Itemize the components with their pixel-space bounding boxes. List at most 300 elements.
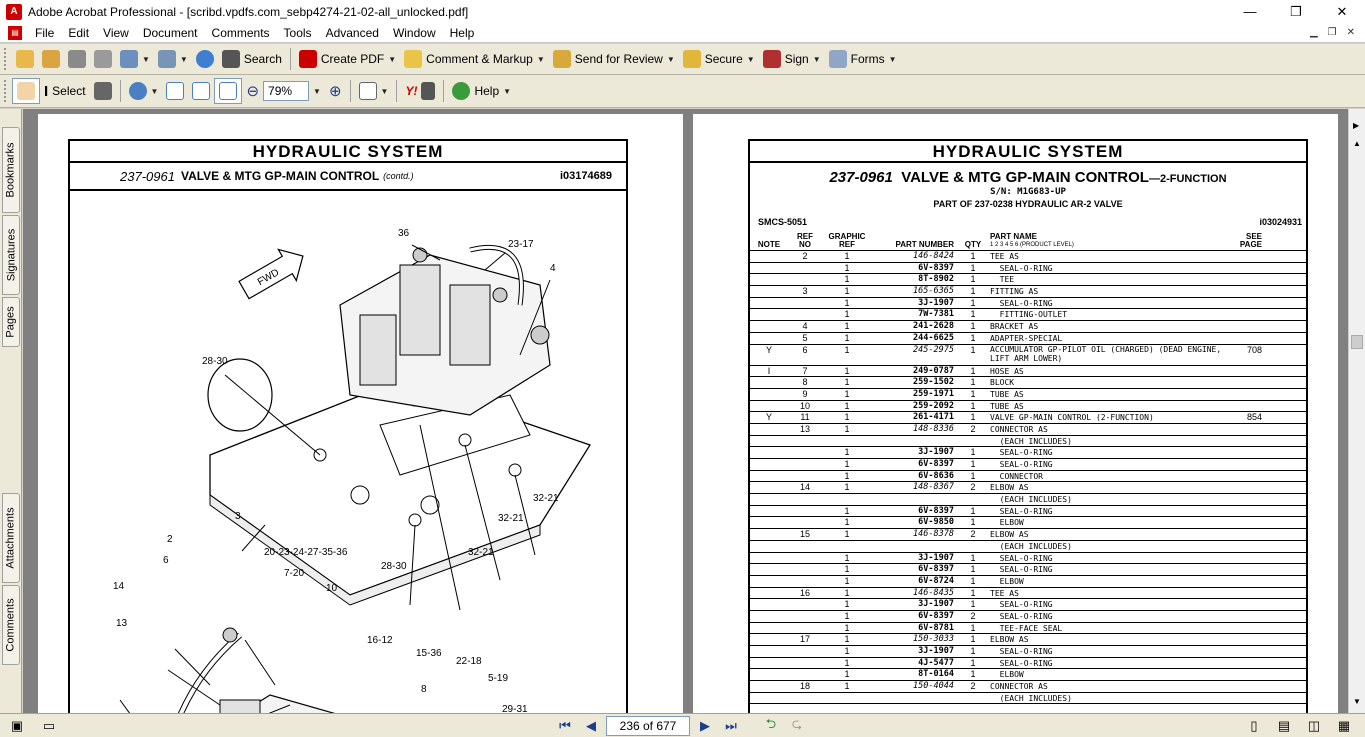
callout-label: 14 bbox=[113, 581, 125, 592]
menu-document[interactable]: Document bbox=[142, 25, 198, 40]
open-button[interactable] bbox=[12, 46, 38, 72]
graphic-ref-cell: 1 bbox=[844, 321, 850, 332]
toolbar-grip[interactable] bbox=[4, 80, 8, 102]
see-page-cell bbox=[1226, 482, 1270, 493]
page-layout-buttons bbox=[1243, 717, 1365, 735]
tab-signatures-label: Signatures bbox=[5, 228, 17, 282]
qty-cell bbox=[960, 541, 986, 552]
part-name-cell: ELBOW AS bbox=[990, 635, 1029, 645]
hand-icon bbox=[17, 82, 35, 100]
table-row bbox=[750, 333, 1306, 345]
rotate-button[interactable] bbox=[355, 78, 393, 104]
last-page-icon[interactable]: ⏭ bbox=[725, 717, 737, 733]
graphic-ref-cell: 1 bbox=[844, 262, 850, 273]
see-page-cell bbox=[1226, 588, 1270, 599]
note-cell bbox=[750, 309, 788, 320]
tab-attachments[interactable] bbox=[2, 493, 20, 583]
tab-comments[interactable] bbox=[2, 585, 20, 665]
table-row bbox=[750, 321, 1306, 333]
part-name-cell: SEAL-O-RING bbox=[990, 611, 1053, 621]
callout-label: 6 bbox=[163, 555, 169, 566]
ref-cell bbox=[788, 541, 822, 552]
fit-width-icon bbox=[219, 82, 237, 100]
callout-label: 29-31 bbox=[502, 704, 528, 713]
table-row bbox=[750, 588, 1306, 600]
function-label: —2-FUNCTION bbox=[1148, 173, 1227, 185]
graphic-ref-cell bbox=[822, 436, 872, 447]
dropdown-arrow-icon: ▼ bbox=[666, 54, 675, 64]
qty-cell: 1 bbox=[970, 587, 976, 598]
note-cell bbox=[750, 634, 788, 645]
graphic-ref-cell: 1 bbox=[844, 587, 850, 598]
ref-cell: 13 bbox=[799, 423, 810, 434]
help-button[interactable] bbox=[448, 78, 515, 104]
fwd-arrow-icon bbox=[235, 240, 312, 305]
ref-cell bbox=[788, 576, 822, 587]
snapshot-button[interactable] bbox=[90, 78, 116, 104]
tab-pages[interactable] bbox=[2, 297, 20, 347]
tab-attachments-label: Attachments bbox=[5, 507, 18, 569]
previous-page-icon[interactable]: ◀ bbox=[586, 717, 596, 733]
part-number-cell: 148-8336 bbox=[913, 423, 954, 434]
callout-label: 32-21 bbox=[468, 547, 494, 558]
note-cell bbox=[750, 459, 788, 470]
qty-cell: 1 bbox=[970, 365, 976, 376]
part-number-cell: 259-1971 bbox=[913, 388, 954, 399]
help-icon bbox=[452, 82, 470, 100]
right-page-title bbox=[750, 169, 1306, 186]
organizer-button[interactable] bbox=[38, 46, 64, 72]
doc-close-icon[interactable]: ✕ bbox=[1346, 27, 1355, 38]
qty-cell: 1 bbox=[970, 309, 976, 320]
zoom-in-tool-button[interactable] bbox=[125, 78, 163, 104]
pdf-page-left bbox=[38, 114, 683, 713]
see-page-cell bbox=[1226, 377, 1270, 388]
browser-button[interactable] bbox=[192, 46, 218, 72]
paperclip-icon bbox=[158, 50, 176, 68]
note-cell bbox=[750, 321, 788, 332]
page-size-icon[interactable]: ▭ bbox=[42, 717, 56, 733]
note-cell: I bbox=[767, 365, 771, 376]
continuous-facing-icon[interactable]: ▦ bbox=[1337, 717, 1351, 733]
ref-cell bbox=[788, 298, 822, 309]
part-name-cell: TEE AS bbox=[990, 588, 1019, 598]
part-number-cell bbox=[872, 494, 960, 505]
see-page-cell bbox=[1226, 646, 1270, 657]
send-review-button[interactable] bbox=[549, 46, 679, 72]
ref-cell: 11 bbox=[800, 412, 810, 423]
zoom-out-button[interactable] bbox=[242, 78, 263, 104]
dropdown-arrow-icon: ▼ bbox=[812, 54, 821, 64]
parts-table-header bbox=[750, 231, 1306, 251]
graphic-ref-cell: 1 bbox=[844, 459, 850, 469]
table-row bbox=[750, 681, 1306, 693]
menu-view[interactable]: View bbox=[103, 25, 129, 40]
part-name-cell: (EACH INCLUDES) bbox=[990, 693, 1072, 703]
restore-button[interactable]: ❐ bbox=[1290, 3, 1302, 19]
fit-page-button[interactable] bbox=[188, 78, 214, 104]
table-row bbox=[750, 401, 1306, 413]
callout-label: 10 bbox=[326, 583, 338, 594]
see-page-cell bbox=[1226, 693, 1270, 704]
print-button[interactable] bbox=[90, 46, 116, 72]
magnifier-icon bbox=[129, 82, 147, 100]
attach-button[interactable] bbox=[154, 46, 192, 72]
next-page-icon[interactable]: ▶ bbox=[700, 717, 710, 733]
part-number-cell: 259-2092 bbox=[913, 400, 954, 411]
see-page-cell bbox=[1226, 611, 1270, 622]
document-icon[interactable]: ▤ bbox=[8, 26, 22, 40]
sign-label: Sign bbox=[784, 52, 809, 66]
see-page-cell bbox=[1226, 389, 1270, 400]
ref-cell bbox=[788, 274, 822, 285]
previous-view-icon[interactable]: ⮌ bbox=[765, 715, 777, 731]
part-number-cell: 3J-1907 bbox=[918, 646, 954, 656]
table-row bbox=[750, 576, 1306, 588]
zoom-dropdown[interactable] bbox=[309, 78, 325, 104]
facing-icon[interactable]: ◫ bbox=[1307, 717, 1321, 733]
select-tool-button[interactable] bbox=[40, 78, 90, 104]
note-cell: Y bbox=[765, 344, 772, 355]
part-number-cell: 150-3033 bbox=[913, 634, 954, 645]
part-name-cell: SEAL-O-RING bbox=[990, 658, 1053, 668]
qty-cell: 1 bbox=[970, 470, 976, 481]
part-name-cell: SEAL-O-RING bbox=[990, 263, 1053, 273]
forms-label: Forms bbox=[850, 52, 885, 66]
part-number-cell bbox=[872, 541, 960, 552]
ref-cell: 2 bbox=[802, 251, 808, 261]
scroll-up-icon[interactable]: ▲ bbox=[1353, 139, 1361, 148]
see-page-cell bbox=[1226, 506, 1270, 517]
part-name-cell: SEAL-O-RING bbox=[990, 506, 1053, 516]
comment-markup-button[interactable] bbox=[400, 46, 549, 72]
qty-cell: 2 bbox=[970, 610, 976, 621]
table-row bbox=[750, 553, 1306, 565]
part-number-cell bbox=[872, 693, 960, 704]
toolbar-grip[interactable] bbox=[4, 48, 8, 70]
first-page-icon[interactable]: ⏮ bbox=[559, 717, 571, 733]
see-page-cell bbox=[1226, 494, 1270, 505]
qty-cell bbox=[960, 494, 986, 505]
ref-cell bbox=[788, 263, 822, 274]
select-label: Select bbox=[52, 84, 86, 98]
callout-label: 13 bbox=[116, 618, 128, 629]
part-number-cell bbox=[872, 436, 960, 447]
scroll-down-icon[interactable]: ▼ bbox=[1353, 697, 1361, 706]
graphic-ref-cell: 1 bbox=[844, 634, 850, 645]
part-name-cell: TUBE AS bbox=[990, 389, 1024, 399]
sign-button[interactable] bbox=[759, 46, 825, 72]
part-name-cell: ELBOW AS bbox=[990, 530, 1029, 540]
menu-advanced[interactable]: Advanced bbox=[325, 25, 379, 40]
vertical-scrollbar[interactable] bbox=[1348, 109, 1365, 713]
text-cursor-icon: I bbox=[44, 82, 49, 100]
single-page-icon[interactable]: ▯ bbox=[1250, 717, 1258, 733]
table-row bbox=[750, 447, 1306, 459]
tab-signatures[interactable] bbox=[2, 215, 20, 295]
ref-cell: 3 bbox=[802, 286, 808, 297]
part-name-cell: ELBOW bbox=[990, 670, 1024, 680]
graphic-ref-cell: 1 bbox=[844, 564, 850, 575]
note-cell: Y bbox=[765, 412, 772, 423]
graphic-ref-cell: 1 bbox=[844, 274, 850, 285]
ref-cell bbox=[788, 611, 822, 622]
nav-pane-toggle-icon[interactable]: ▣ bbox=[10, 717, 24, 733]
col-see-page: SEE PAGE bbox=[1239, 232, 1262, 249]
qty-cell: 1 bbox=[970, 459, 976, 469]
qty-cell: 1 bbox=[970, 622, 976, 633]
note-cell bbox=[750, 333, 788, 344]
right-page-frame bbox=[748, 139, 1308, 713]
qty-cell: 1 bbox=[970, 634, 976, 645]
menu-file[interactable]: File bbox=[35, 25, 55, 40]
product-level-label: 1 2 3 4 5 6 (PRODUCT LEVEL) bbox=[990, 242, 1074, 248]
callout-label: 32-21 bbox=[533, 493, 559, 504]
document-view[interactable] bbox=[23, 109, 1348, 713]
qty-cell: 2 bbox=[970, 423, 976, 434]
note-cell bbox=[750, 529, 788, 540]
doc-restore-icon[interactable]: ❐ bbox=[1327, 27, 1337, 38]
qty-cell: 1 bbox=[970, 332, 976, 343]
email-button[interactable] bbox=[116, 46, 154, 72]
callout-label: 5-19 bbox=[488, 673, 509, 684]
menu-window[interactable]: Window bbox=[392, 25, 436, 40]
part-name-cell: SEAL-O-RING bbox=[990, 600, 1053, 610]
part-name-cell: SEAL-O-RING bbox=[990, 298, 1053, 308]
part-name-cell: ELBOW AS bbox=[990, 483, 1029, 493]
see-page-cell bbox=[1226, 459, 1270, 470]
callout-label: 16-12 bbox=[367, 635, 393, 646]
dropdown-arrow-icon: ▼ bbox=[150, 86, 159, 96]
callout-label: 22-18 bbox=[456, 656, 482, 667]
menu-tools[interactable]: Tools bbox=[283, 25, 312, 40]
table-row bbox=[750, 436, 1306, 448]
qty-cell: 2 bbox=[970, 681, 976, 692]
secure-button[interactable] bbox=[679, 46, 759, 72]
hand-tool-button[interactable] bbox=[12, 78, 40, 104]
tab-bookmarks[interactable] bbox=[2, 127, 20, 213]
part-number-cell: 8T-8902 bbox=[918, 274, 954, 285]
part-name-cell: TEE AS bbox=[990, 252, 1019, 261]
part-name-cell: ADAPTER-SPECIAL bbox=[990, 333, 1063, 343]
graphic-ref-cell bbox=[822, 693, 872, 704]
see-page-cell bbox=[1226, 436, 1270, 447]
part-name-cell: TEE bbox=[990, 275, 1015, 285]
part-number-cell: 245-2975 bbox=[913, 344, 954, 355]
ref-cell bbox=[788, 471, 822, 482]
toolbar-separator bbox=[120, 80, 121, 102]
part-number-cell: 259-1502 bbox=[913, 377, 954, 388]
part-name-cell: (EACH INCLUDES) bbox=[990, 495, 1072, 505]
table-row bbox=[750, 506, 1306, 518]
table-row bbox=[750, 541, 1306, 553]
part-name-cell: (EACH INCLUDES) bbox=[990, 436, 1072, 446]
col-part-number: PART NUMBER bbox=[895, 240, 954, 249]
part-name-cell: (EACH INCLUDES) bbox=[990, 541, 1072, 551]
qty-cell: 1 bbox=[970, 517, 976, 528]
note-cell bbox=[750, 471, 788, 482]
dropdown-arrow-icon: ▼ bbox=[536, 54, 545, 64]
qty-cell: 1 bbox=[970, 400, 976, 411]
part-name-cell: FITTING-OUTLET bbox=[990, 310, 1068, 320]
see-page-cell bbox=[1226, 333, 1270, 344]
callout-label: 7-20 bbox=[284, 568, 305, 579]
qty-cell: 1 bbox=[970, 412, 976, 423]
table-row bbox=[750, 471, 1306, 483]
see-page-cell bbox=[1226, 623, 1270, 634]
camera-icon bbox=[94, 82, 112, 100]
forms-button[interactable] bbox=[825, 46, 901, 72]
col-graphic-ref: GRAPHIC REF bbox=[828, 232, 866, 249]
qty-cell: 2 bbox=[970, 529, 976, 540]
table-row bbox=[750, 251, 1306, 263]
actual-size-button[interactable] bbox=[162, 78, 188, 104]
part-name-cell: ELBOW bbox=[990, 576, 1024, 586]
menu-comments[interactable]: Comments bbox=[211, 25, 270, 40]
graphic-ref-cell: 1 bbox=[844, 297, 850, 308]
minimize-button[interactable]: — bbox=[1243, 4, 1257, 19]
part-name-cell: SEAL-O-RING bbox=[990, 647, 1053, 656]
see-page-cell bbox=[1226, 564, 1270, 575]
part-name-cell: ACCUMULATOR GP-PILOT OIL (CHARGED) (DEAD ENGINE, LIFT ARM LOWER) bbox=[990, 344, 1222, 363]
note-cell bbox=[750, 611, 788, 622]
fit-width-button[interactable] bbox=[214, 78, 242, 104]
fwd-label: FWD bbox=[255, 267, 282, 289]
qty-cell: 1 bbox=[970, 377, 976, 388]
part-name-cell: BLOCK bbox=[990, 378, 1015, 388]
part-name-cell: BRACKET AS bbox=[990, 322, 1039, 332]
ref-cell bbox=[788, 658, 822, 669]
graphic-ref-cell: 1 bbox=[844, 599, 850, 610]
review-icon bbox=[553, 50, 571, 68]
see-page-cell bbox=[1226, 576, 1270, 587]
pen-icon bbox=[763, 50, 781, 68]
minus-circle-icon: ⊖ bbox=[246, 83, 260, 100]
part-name-cell: SEAL-O-RING bbox=[990, 565, 1053, 575]
graphic-ref-cell: 1 bbox=[844, 251, 850, 261]
ref-cell bbox=[788, 646, 822, 657]
part-name-cell: SEAL-O-RING bbox=[990, 553, 1053, 563]
title-bar bbox=[0, 0, 1365, 23]
qty-cell bbox=[960, 436, 986, 447]
graphic-ref-cell: 1 bbox=[844, 400, 850, 411]
ref-cell bbox=[788, 599, 822, 610]
see-page-cell bbox=[1226, 424, 1270, 435]
zoom-in-button[interactable] bbox=[325, 78, 346, 104]
email-icon bbox=[120, 50, 138, 68]
dropdown-arrow-icon: ▼ bbox=[179, 54, 188, 64]
table-row bbox=[750, 459, 1306, 471]
see-page-cell bbox=[1226, 599, 1270, 610]
zoom-input[interactable]: 79% bbox=[263, 81, 309, 101]
group-number: 237-0961 bbox=[120, 168, 175, 184]
scroll-thumb[interactable] bbox=[1351, 335, 1363, 349]
qty-cell: 1 bbox=[970, 657, 976, 668]
table-row bbox=[750, 564, 1306, 576]
note-cell bbox=[750, 298, 788, 309]
see-page-cell bbox=[1226, 517, 1270, 528]
table-row bbox=[750, 658, 1306, 670]
print-icon bbox=[94, 50, 112, 68]
note-cell bbox=[750, 646, 788, 657]
scroll-split-icon[interactable]: ▶ bbox=[1353, 121, 1360, 130]
see-page-cell bbox=[1226, 321, 1270, 332]
ref-cell: 9 bbox=[802, 388, 808, 399]
callout-label: 4 bbox=[550, 263, 556, 274]
toolbar-separator bbox=[443, 80, 444, 102]
note-cell bbox=[750, 541, 788, 552]
note-cell bbox=[750, 693, 788, 704]
tab-pages-label: Pages bbox=[5, 306, 18, 338]
create-pdf-icon bbox=[299, 50, 317, 68]
see-page-cell bbox=[1226, 553, 1270, 564]
graphic-ref-cell: 1 bbox=[844, 646, 850, 656]
dropdown-arrow-icon: ▼ bbox=[142, 54, 150, 64]
page-navigation bbox=[554, 716, 808, 736]
table-row bbox=[750, 286, 1306, 298]
menu-edit[interactable]: Edit bbox=[68, 25, 90, 40]
table-row bbox=[750, 669, 1306, 681]
note-cell bbox=[750, 263, 788, 274]
save-button[interactable] bbox=[64, 46, 90, 72]
qty-cell: 1 bbox=[970, 251, 976, 261]
navigation-pane bbox=[0, 109, 22, 713]
see-page-cell bbox=[1226, 447, 1270, 458]
graphic-ref-cell: 1 bbox=[844, 388, 850, 399]
dropdown-arrow-icon: ▼ bbox=[313, 86, 321, 96]
ref-cell: 18 bbox=[799, 681, 810, 692]
table-row bbox=[750, 424, 1306, 436]
doc-minimize-icon[interactable]: ▁ bbox=[1309, 27, 1318, 38]
next-view-icon[interactable]: ⮎ bbox=[791, 715, 803, 731]
dropdown-arrow-icon: ▼ bbox=[503, 86, 512, 96]
create-pdf-button[interactable] bbox=[295, 46, 400, 72]
yahoo-search-button[interactable] bbox=[401, 78, 439, 104]
see-page-cell bbox=[1226, 401, 1270, 412]
search-button[interactable] bbox=[218, 46, 286, 72]
table-row bbox=[750, 634, 1306, 646]
part-number-cell: 261-4171 bbox=[913, 412, 954, 423]
callout-label: 36 bbox=[398, 228, 410, 239]
qty-cell: 1 bbox=[970, 646, 976, 656]
part-name-cell: VALVE GP-MAIN CONTROL (2-FUNCTION) bbox=[990, 413, 1154, 423]
page-number-input[interactable]: 236 of 677 bbox=[606, 716, 690, 736]
callout-label: 23-17 bbox=[508, 239, 534, 250]
graphic-ref-cell: 1 bbox=[844, 610, 850, 621]
left-page-frame bbox=[68, 139, 628, 713]
part-number-cell: 7W-7381 bbox=[918, 309, 954, 320]
close-button[interactable]: ✕ bbox=[1336, 3, 1348, 19]
comment-icon bbox=[404, 50, 422, 68]
note-cell bbox=[750, 506, 788, 517]
note-cell bbox=[750, 482, 788, 493]
table-row bbox=[750, 389, 1306, 401]
tab-bookmarks-label: Bookmarks bbox=[5, 142, 17, 198]
secure-label: Secure bbox=[704, 52, 743, 66]
graphic-ref-cell: 1 bbox=[844, 332, 850, 343]
search-label: Search bbox=[243, 52, 282, 66]
part-number-cell: 146-8435 bbox=[913, 587, 954, 598]
continuous-icon[interactable]: ▤ bbox=[1277, 717, 1291, 733]
group-name: VALVE & MTG GP-MAIN CONTROL bbox=[901, 169, 1149, 186]
toolbar-separator bbox=[290, 48, 291, 70]
graphic-ref-cell: 1 bbox=[844, 423, 850, 434]
see-page-cell bbox=[1226, 263, 1270, 274]
qty-cell: 1 bbox=[970, 552, 976, 563]
part-number-cell: 6V-8636 bbox=[918, 470, 954, 481]
menu-help[interactable]: Help bbox=[449, 25, 475, 40]
callout-label: 20-23-24-27-35-36 bbox=[264, 547, 348, 558]
